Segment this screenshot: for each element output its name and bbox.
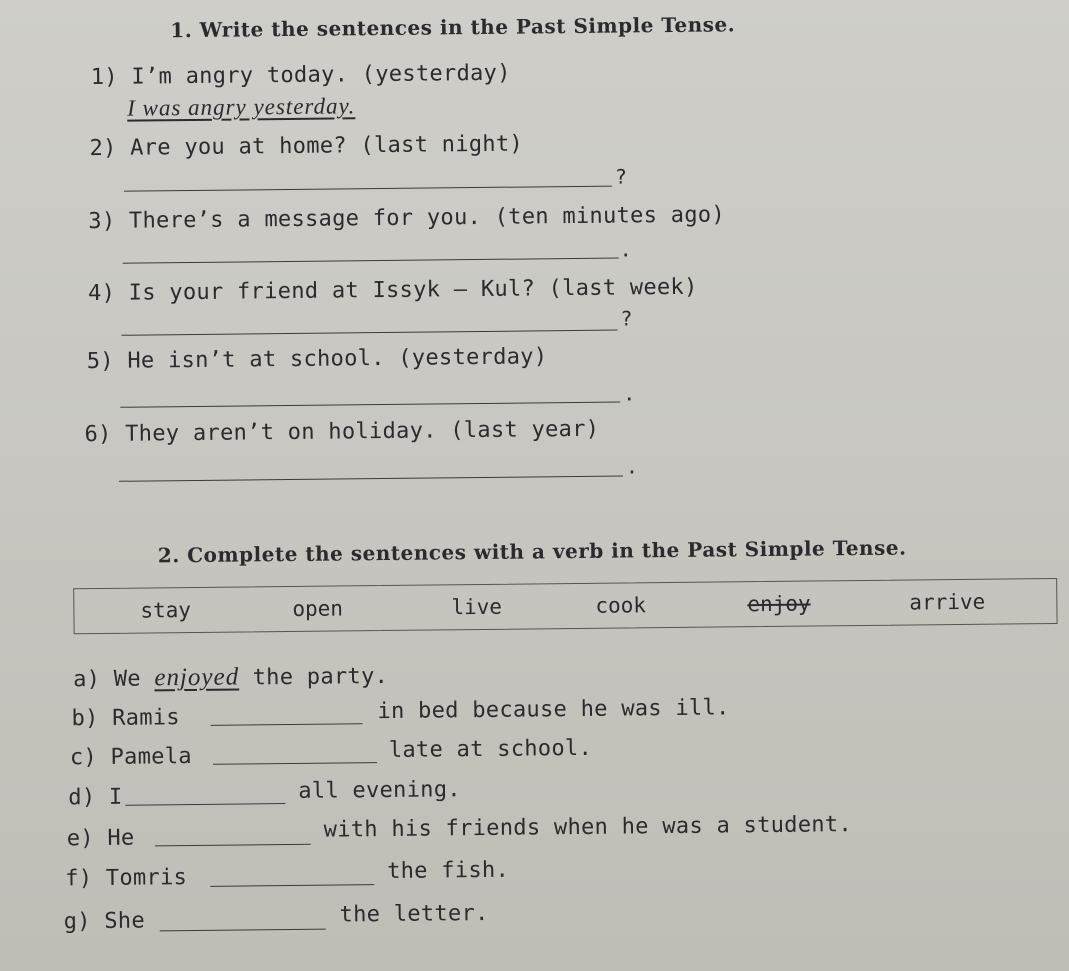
item-number: 3)	[88, 208, 116, 235]
ex2-item-f-answer-line[interactable]	[210, 884, 374, 887]
ex1-item-5-answer-line[interactable]	[120, 402, 620, 408]
ex2-item-b-label: b) Ramis	[71, 705, 181, 732]
word-cook: cook	[595, 593, 647, 618]
item-text: Is your friend at Issyk – Kul? (last week)	[128, 274, 698, 306]
word-enjoy: enjoy	[747, 591, 811, 617]
ex1-item-2-answer-line[interactable]	[124, 186, 612, 192]
exercise-1-title: 1. Write the sentences in the Past Simple Tense.	[170, 12, 736, 43]
item-number: 1)	[90, 64, 119, 91]
ex1-item-2	[89, 132, 523, 162]
item-number: 2)	[89, 135, 117, 162]
item-rest: the party.	[252, 663, 389, 691]
ex1-item-4	[88, 275, 698, 306]
item-answer: enjoyed	[154, 663, 240, 692]
ex1-item-5-end-mark: .	[623, 381, 636, 406]
ex2-item-f-rest: the fish.	[387, 857, 510, 884]
word-open: open	[292, 596, 344, 621]
ex2-item-d-answer-line[interactable]	[125, 803, 285, 806]
item-text: He isn’t at school. (yesterday)	[127, 344, 548, 374]
word-live: live	[451, 594, 503, 620]
ex2-item-c-answer-line[interactable]	[213, 762, 377, 765]
ex2-item-g-answer-line[interactable]	[160, 929, 326, 932]
word-box	[73, 578, 1057, 634]
item-text: There’s a message for you. (ten minutes ago)	[128, 202, 726, 234]
item-text: I’m angry today. (yesterday)	[131, 60, 511, 90]
ex1-item-6-end-mark: .	[625, 454, 639, 479]
ex1-item-3	[88, 202, 725, 234]
ex2-item-e-rest: with his friends when he was a student.	[323, 812, 853, 843]
ex1-item-6	[84, 417, 599, 447]
ex1-item-4-end-mark: ?	[620, 306, 633, 331]
ex2-item-e-label: e) He	[66, 825, 135, 852]
ex1-item-6-answer-line[interactable]	[119, 476, 623, 482]
word-stay: stay	[140, 598, 192, 623]
ex1-item-1	[91, 61, 511, 90]
ex1-item-3-end-mark: .	[619, 237, 632, 262]
item-label: a) We	[72, 666, 141, 693]
ex1-item-2-end-mark: ?	[614, 164, 628, 189]
ex2-item-d-rest: all evening.	[298, 777, 461, 804]
ex1-item-3-answer-line[interactable]	[123, 258, 619, 264]
ex2-item-d-label: d) I	[68, 784, 123, 811]
word-arrive: arrive	[909, 589, 986, 615]
item-text: Are you at home? (last night)	[130, 131, 524, 161]
ex2-item-b-rest: in bed because he was ill.	[377, 695, 730, 725]
ex1-item-1-answer: I was angry yesterday.	[127, 93, 356, 121]
ex2-item-b-answer-line[interactable]	[211, 723, 363, 726]
ex1-item-4-answer-line[interactable]	[122, 330, 618, 336]
item-number: 4)	[87, 280, 116, 307]
ex2-item-f-label: f) Tomris	[65, 865, 188, 892]
ex2-item-a	[73, 662, 388, 693]
ex1-item-5	[87, 344, 548, 374]
item-number: 5)	[86, 348, 115, 375]
exercise-2-title: 2. Complete the sentences with a verb in the Past Simple Tense.	[157, 535, 907, 568]
ex2-item-c-label: c) Pamela	[69, 744, 192, 771]
ex2-item-e-answer-line[interactable]	[155, 844, 311, 847]
item-text: They aren’t on holiday. (last year)	[125, 416, 600, 447]
item-number: 6)	[84, 421, 112, 448]
ex2-item-g-rest: the letter.	[339, 900, 489, 928]
ex2-item-c-rest: late at school.	[388, 735, 593, 763]
ex2-item-g-label: g) She	[63, 908, 146, 935]
